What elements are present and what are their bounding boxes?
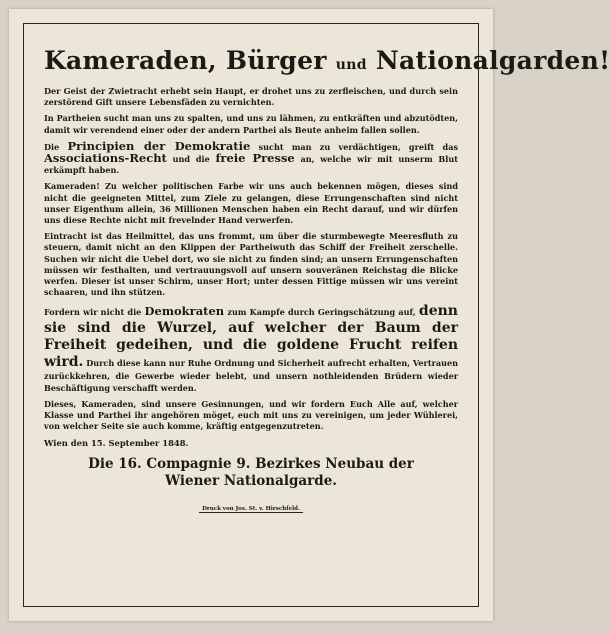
paragraph-4: Kameraden! Zu welcher politischen Farbe wir uns auch bekennen mögen, dieses sind nicht die geeigneten Mittel, zum Ziele zu gelangen, diese Errungenschaften sind nicht unser Eigenthum allein, 36 Millionen Menschen haben ein Recht darauf, und wir dürfen uns diese Rechte nicht mit frevelnder Hand verwerfen. [44, 181, 458, 226]
paragraph-1: Der Geist der Zwietracht erhebt sein Haupt, er drohet uns zu zerfleischen, und durch sein zerstörend Gift unsere Lebensfäden zu vernichten. [44, 86, 458, 108]
paragraph-6 [44, 303, 458, 393]
title-part1: Kameraden, Bürger [44, 46, 327, 75]
p3-principles: Principien der Demokratie [67, 138, 251, 153]
title-und: und [335, 57, 367, 73]
p6-a: Fordern wir nicht die [44, 307, 142, 318]
issue-date: Wien den 15. September 1848. [44, 438, 189, 449]
paragraph-7: Dieses, Kameraden, sind unsere Gesinnungen, und wir fordern Euch Alle auf, welcher Klasse und Parthei ihr angehören möget, euch mit uns zu vereinigen, um jeder Wühlerei, von welcher Seite sie auch komme, kräftig entgegenzutreten. [44, 398, 458, 432]
poster-frame [23, 23, 610, 607]
p3-c: sucht man zu verdächtigen, greift das [258, 141, 458, 152]
printer-imprint [44, 506, 458, 512]
p3-association-right: Associations-Recht [44, 151, 167, 166]
p3-free-press: freie Presse [215, 151, 295, 166]
p6-democrats: Demokraten [144, 304, 225, 319]
signature-block [44, 456, 458, 490]
poster-sheet [9, 9, 610, 621]
title-part2: Nationalgarden! [375, 46, 610, 75]
p3-e: und die [172, 154, 210, 165]
p6-root-statement: denn sie sind die Wurzel, auf welcher der Baum der Freiheit gedeihen, und die goldene Frucht reifen wird. [44, 303, 458, 371]
signature-line-2: Wiener Nationalgarde. [164, 472, 338, 489]
paragraph-5: Eintracht ist das Heilmittel, das uns frommt, um über die sturmbewegte Meeresfluth zu steuern, damit nicht an den Klippen der Partheiwuth das Schiff der Freiheit zerschelle. Suchen wir nicht die Uebel dort, wo sie nicht zu finden sind; an unsern Errungenschaften müssen wir festhalten, und vertrauungsvoll auf unsern souveränen Reichstag die Blicke werfen. Dieser ist unser Schirm, unser Hort; unter dessen Fittige müssen wir uns vereint schaaren, und ihn stützen. [44, 231, 458, 298]
signature-line-1: Die 16. Compagnie 9. Bezirkes Neubau der [88, 455, 414, 472]
p3-g: an, welche wir mit unserm Blut erkämpft haben. [44, 154, 458, 176]
p3-a: Die [44, 141, 60, 152]
p6-c: zum Kampfe durch Geringschätzung auf, [227, 307, 416, 318]
printer-text: Druck von Jos. St. v. Hirschfeld. [199, 506, 303, 513]
poster-title [44, 46, 610, 80]
p6-e: Durch diese kann nur Ruhe Ordnung und Sicherheit aufrecht erhalten, Vertrauen zurückkehren, die Gewerbe wieder belebt, und unsern nothleidenden Brüdern wieder Beschäftigung verschafft werden. [44, 358, 458, 393]
paragraph-2: In Partheien sucht man uns zu spalten, und uns zu lähmen, zu entkräften und abzutödten, damit wir verendend einer oder der andern Parthei als Beute anheim fallen sollen. [44, 113, 458, 135]
paragraph-3 [44, 138, 458, 177]
